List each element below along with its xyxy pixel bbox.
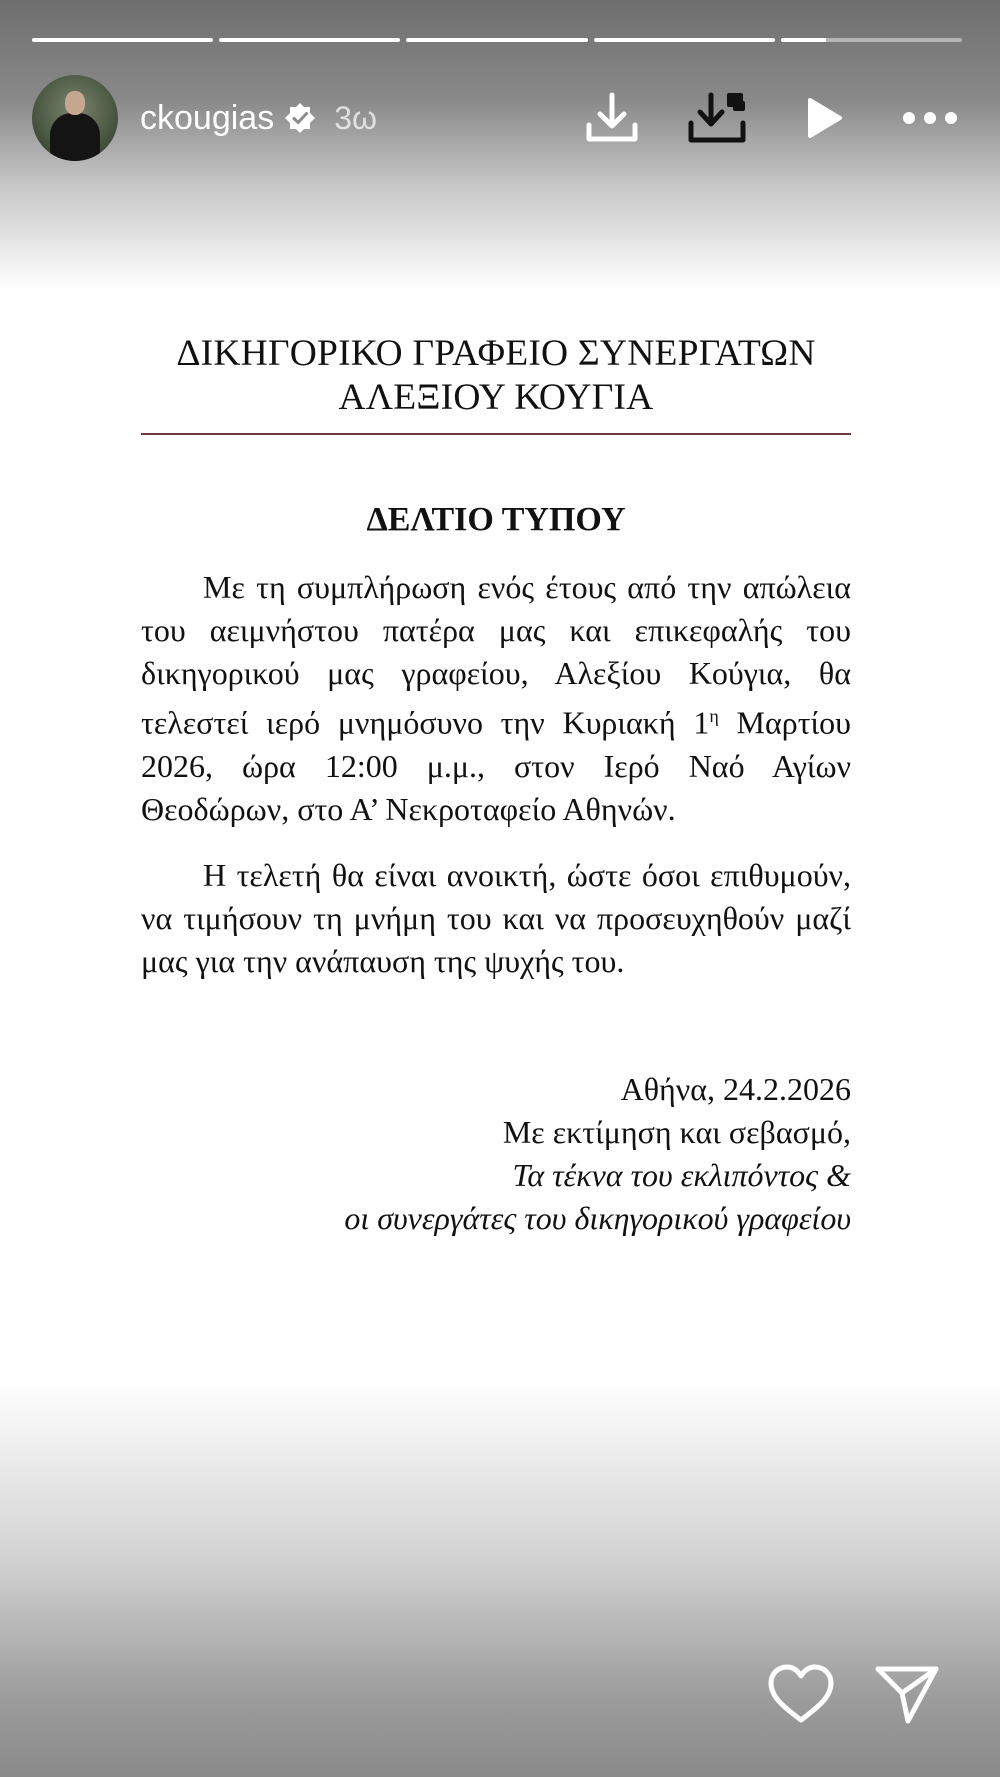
send-icon[interactable]: [872, 1660, 942, 1730]
ordinal-superscript: η: [709, 706, 719, 726]
firm-name-line-1: ΔΙΚΗΓΟΡΙΚΟ ΓΡΑΦΕΙΟ ΣΥΝΕΡΓΑΤΩΝ: [176, 333, 816, 374]
progress-fill: [219, 38, 400, 42]
ceremony-paragraph: Η τελετή θα είναι ανοικτή, ώστε όσοι επιθυμούν, να τιμήσουν τη μνήμη του και να προσευχηθούν μαζί μας για την ανάπαυση της ψυχής του.: [141, 856, 851, 979]
announcement-text-end: Μαρτίου 2026, ώρα 12:00 μ.μ., στον Ιερό Ναό Αγίων Θεοδώρων, στο Α’ Νεκροταφείο Αθηνών.: [141, 704, 852, 827]
verified-badge-icon: [284, 102, 316, 134]
firm-name-line-2: ΑΛΕΞΙΟΥ ΚΟΥΓΙΑ: [338, 377, 654, 418]
avatar[interactable]: [32, 75, 118, 161]
play-icon[interactable]: [792, 86, 856, 150]
progress-segment: [32, 38, 213, 42]
progress-segment: [594, 38, 775, 42]
save-to-device-icon[interactable]: [686, 86, 750, 150]
more-icon[interactable]: [898, 86, 962, 150]
progress-fill: [32, 38, 213, 42]
progress-fill: [594, 38, 775, 42]
download-icon[interactable]: [580, 86, 644, 150]
signature-block: [141, 1068, 851, 1240]
announcement-text-start: Με τη συμπλήρωση ενός έτους από την απώλεια του αειμνήστου πατέρα μας και επικεφαλής του δικηγορικού μας γραφείου, Αλεξίου Κούγια, θα τελεστεί ιερό μνημόσυνο την Κυριακή 1: [141, 569, 851, 741]
progress-segment: [406, 38, 587, 42]
progress-segment: [781, 38, 962, 42]
letterhead-divider: [141, 433, 851, 435]
press-release-document: [141, 320, 851, 1240]
closing-line: Με εκτίμηση και σεβασμό,: [502, 1113, 851, 1150]
progress-fill: [781, 38, 826, 42]
signature-line-1: Τα τέκνα του εκλιπόντος &: [512, 1156, 851, 1193]
press-release-heading: ΔΕΛΤΙΟ ΤΥΠΟΥ: [366, 501, 626, 538]
place-date: Αθήνα, 24.2.2026: [620, 1070, 851, 1107]
story-header: [32, 74, 962, 162]
announcement-paragraph: [141, 566, 851, 831]
progress-segment: [219, 38, 400, 42]
progress-fill: [406, 38, 587, 42]
post-time: 3ω: [334, 99, 377, 136]
username[interactable]: ckougias: [140, 98, 275, 137]
signature-line-2: οι συνεργάτες του δικηγορικού γραφείου: [344, 1199, 851, 1236]
heart-icon[interactable]: [766, 1660, 836, 1730]
story-progress-bar: [32, 38, 962, 42]
bottom-gradient-overlay: [0, 1380, 1000, 1777]
